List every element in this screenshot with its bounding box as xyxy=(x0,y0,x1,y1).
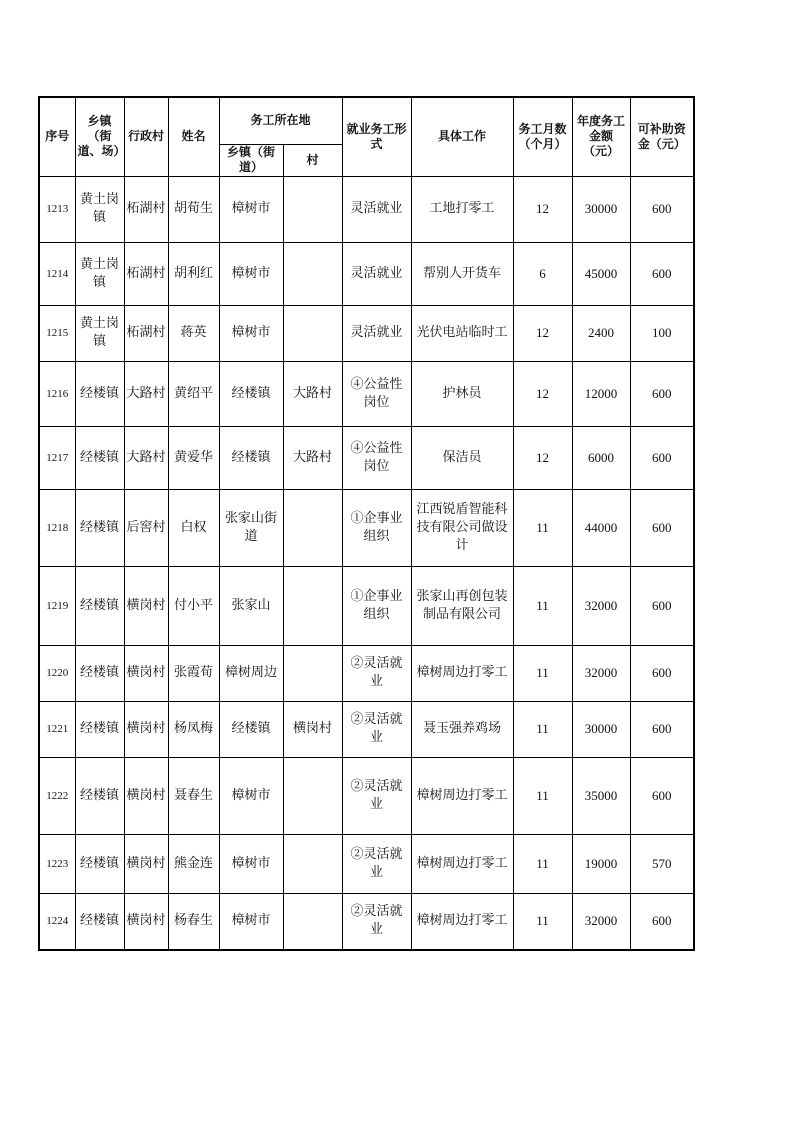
cell-annual-amount: 32000 xyxy=(572,566,630,645)
cell-months: 11 xyxy=(513,757,572,834)
cell-village: 横岗村 xyxy=(124,757,168,834)
table-row xyxy=(39,426,694,489)
table-row xyxy=(39,176,694,242)
cell-annual-amount: 30000 xyxy=(572,701,630,757)
cell-seq: 1218 xyxy=(39,489,75,566)
cell-months: 12 xyxy=(513,426,572,489)
cell-town: 经楼镇 xyxy=(75,361,124,426)
table-row xyxy=(39,242,694,305)
cell-work-town: 经楼镇 xyxy=(219,426,283,489)
cell-subsidy: 600 xyxy=(630,566,694,645)
cell-work-town: 樟树周边 xyxy=(219,645,283,701)
header-job-detail: 具体工作 xyxy=(411,97,513,176)
cell-village: 大路村 xyxy=(124,361,168,426)
cell-work-town: 樟树市 xyxy=(219,176,283,242)
cell-name: 胡利红 xyxy=(168,242,219,305)
table-row xyxy=(39,834,694,893)
cell-village: 后窖村 xyxy=(124,489,168,566)
cell-work-village: 大路村 xyxy=(283,361,342,426)
cell-job-form: ②灵活就业 xyxy=(342,893,411,950)
cell-name: 熊金连 xyxy=(168,834,219,893)
cell-town: 黄土岗镇 xyxy=(75,176,124,242)
cell-name: 付小平 xyxy=(168,566,219,645)
cell-work-village xyxy=(283,176,342,242)
header-work-village: 村 xyxy=(283,144,342,176)
cell-name: 胡荀生 xyxy=(168,176,219,242)
cell-work-village xyxy=(283,489,342,566)
cell-seq: 1223 xyxy=(39,834,75,893)
cell-village: 横岗村 xyxy=(124,645,168,701)
cell-job-form: ④公益性岗位 xyxy=(342,361,411,426)
cell-job-detail: 光伏电站临时工 xyxy=(411,305,513,361)
header-name: 姓名 xyxy=(168,97,219,176)
cell-job-form: 灵活就业 xyxy=(342,242,411,305)
cell-annual-amount: 32000 xyxy=(572,645,630,701)
cell-work-village xyxy=(283,645,342,701)
cell-annual-amount: 35000 xyxy=(572,757,630,834)
cell-name: 杨春生 xyxy=(168,893,219,950)
cell-work-town: 樟树市 xyxy=(219,757,283,834)
cell-work-town: 樟树市 xyxy=(219,242,283,305)
cell-town: 经楼镇 xyxy=(75,645,124,701)
cell-subsidy: 600 xyxy=(630,645,694,701)
cell-annual-amount: 2400 xyxy=(572,305,630,361)
cell-months: 11 xyxy=(513,834,572,893)
cell-town: 经楼镇 xyxy=(75,489,124,566)
cell-work-village xyxy=(283,566,342,645)
cell-months: 6 xyxy=(513,242,572,305)
cell-work-town: 樟树市 xyxy=(219,893,283,950)
subsidy-table xyxy=(38,96,695,951)
cell-work-town: 张家山街道 xyxy=(219,489,283,566)
cell-seq: 1222 xyxy=(39,757,75,834)
cell-town: 黄土岗镇 xyxy=(75,242,124,305)
cell-months: 12 xyxy=(513,361,572,426)
cell-annual-amount: 12000 xyxy=(572,361,630,426)
cell-job-detail: 张家山再创包装制品有限公司 xyxy=(411,566,513,645)
cell-job-form: ①企事业组织 xyxy=(342,489,411,566)
cell-job-form: 灵活就业 xyxy=(342,305,411,361)
cell-village: 横岗村 xyxy=(124,701,168,757)
cell-work-village xyxy=(283,834,342,893)
cell-work-village xyxy=(283,242,342,305)
cell-work-village xyxy=(283,757,342,834)
cell-job-form: ②灵活就业 xyxy=(342,645,411,701)
cell-town: 经楼镇 xyxy=(75,834,124,893)
header-work-town: 乡镇（街道） xyxy=(219,144,283,176)
cell-work-town: 经楼镇 xyxy=(219,361,283,426)
header-village: 行政村 xyxy=(124,97,168,176)
cell-seq: 1214 xyxy=(39,242,75,305)
table-row xyxy=(39,757,694,834)
cell-subsidy: 600 xyxy=(630,757,694,834)
header-job-form: 就业务工形式 xyxy=(342,97,411,176)
cell-work-town: 经楼镇 xyxy=(219,701,283,757)
header-seq: 序号 xyxy=(39,97,75,176)
cell-town: 黄土岗镇 xyxy=(75,305,124,361)
cell-work-village: 大路村 xyxy=(283,426,342,489)
cell-annual-amount: 30000 xyxy=(572,176,630,242)
cell-annual-amount: 19000 xyxy=(572,834,630,893)
cell-name: 聂春生 xyxy=(168,757,219,834)
cell-name: 杨凤梅 xyxy=(168,701,219,757)
cell-work-village xyxy=(283,893,342,950)
cell-job-form: ②灵活就业 xyxy=(342,757,411,834)
cell-months: 12 xyxy=(513,305,572,361)
cell-town: 经楼镇 xyxy=(75,566,124,645)
cell-job-detail: 樟树周边打零工 xyxy=(411,645,513,701)
table-row xyxy=(39,361,694,426)
cell-job-form: 灵活就业 xyxy=(342,176,411,242)
cell-seq: 1220 xyxy=(39,645,75,701)
table-row xyxy=(39,701,694,757)
cell-job-form: ②灵活就业 xyxy=(342,834,411,893)
cell-months: 12 xyxy=(513,176,572,242)
header-work-location: 务工所在地 xyxy=(219,97,342,144)
cell-work-town: 樟树市 xyxy=(219,834,283,893)
cell-job-detail: 樟树周边打零工 xyxy=(411,757,513,834)
cell-annual-amount: 32000 xyxy=(572,893,630,950)
cell-village: 柘湖村 xyxy=(124,305,168,361)
cell-work-village: 横岗村 xyxy=(283,701,342,757)
cell-work-town: 樟树市 xyxy=(219,305,283,361)
cell-months: 11 xyxy=(513,489,572,566)
cell-job-form: ①企事业组织 xyxy=(342,566,411,645)
cell-town: 经楼镇 xyxy=(75,701,124,757)
cell-months: 11 xyxy=(513,893,572,950)
cell-village: 柘湖村 xyxy=(124,176,168,242)
cell-subsidy: 600 xyxy=(630,242,694,305)
cell-job-detail: 帮别人开货车 xyxy=(411,242,513,305)
cell-subsidy: 600 xyxy=(630,893,694,950)
cell-seq: 1213 xyxy=(39,176,75,242)
cell-village: 横岗村 xyxy=(124,566,168,645)
header-town: 乡镇（街道、场） xyxy=(75,97,124,176)
cell-subsidy: 600 xyxy=(630,176,694,242)
header-months: 务工月数（个月） xyxy=(513,97,572,176)
cell-town: 经楼镇 xyxy=(75,893,124,950)
cell-months: 11 xyxy=(513,645,572,701)
cell-subsidy: 100 xyxy=(630,305,694,361)
header-subsidy: 可补助资金（元） xyxy=(630,97,694,176)
cell-job-form: ④公益性岗位 xyxy=(342,426,411,489)
cell-annual-amount: 44000 xyxy=(572,489,630,566)
cell-job-detail: 护林员 xyxy=(411,361,513,426)
cell-months: 11 xyxy=(513,701,572,757)
cell-subsidy: 600 xyxy=(630,361,694,426)
cell-village: 横岗村 xyxy=(124,834,168,893)
cell-subsidy: 600 xyxy=(630,426,694,489)
cell-job-detail: 保洁员 xyxy=(411,426,513,489)
cell-seq: 1215 xyxy=(39,305,75,361)
cell-name: 张霞荀 xyxy=(168,645,219,701)
table-row xyxy=(39,489,694,566)
cell-town: 经楼镇 xyxy=(75,757,124,834)
cell-name: 黄绍平 xyxy=(168,361,219,426)
cell-subsidy: 600 xyxy=(630,701,694,757)
cell-seq: 1224 xyxy=(39,893,75,950)
cell-subsidy: 600 xyxy=(630,489,694,566)
cell-subsidy: 570 xyxy=(630,834,694,893)
header-annual-amount: 年度务工金额（元） xyxy=(572,97,630,176)
table-row xyxy=(39,566,694,645)
cell-seq: 1216 xyxy=(39,361,75,426)
cell-village: 大路村 xyxy=(124,426,168,489)
cell-annual-amount: 45000 xyxy=(572,242,630,305)
table-body xyxy=(39,176,694,950)
cell-work-village xyxy=(283,305,342,361)
cell-town: 经楼镇 xyxy=(75,426,124,489)
cell-seq: 1219 xyxy=(39,566,75,645)
cell-job-detail: 樟树周边打零工 xyxy=(411,893,513,950)
table-row xyxy=(39,305,694,361)
cell-annual-amount: 6000 xyxy=(572,426,630,489)
cell-village: 柘湖村 xyxy=(124,242,168,305)
cell-seq: 1221 xyxy=(39,701,75,757)
cell-months: 11 xyxy=(513,566,572,645)
cell-job-detail: 工地打零工 xyxy=(411,176,513,242)
table-row xyxy=(39,645,694,701)
cell-name: 蒋英 xyxy=(168,305,219,361)
cell-work-town: 张家山 xyxy=(219,566,283,645)
cell-job-detail: 樟树周边打零工 xyxy=(411,834,513,893)
cell-name: 白权 xyxy=(168,489,219,566)
cell-village: 横岗村 xyxy=(124,893,168,950)
cell-job-detail: 江西锐盾智能科技有限公司做设计 xyxy=(411,489,513,566)
cell-job-detail: 聂玉强养鸡场 xyxy=(411,701,513,757)
table-row xyxy=(39,893,694,950)
cell-seq: 1217 xyxy=(39,426,75,489)
cell-job-form: ②灵活就业 xyxy=(342,701,411,757)
cell-name: 黄爱华 xyxy=(168,426,219,489)
